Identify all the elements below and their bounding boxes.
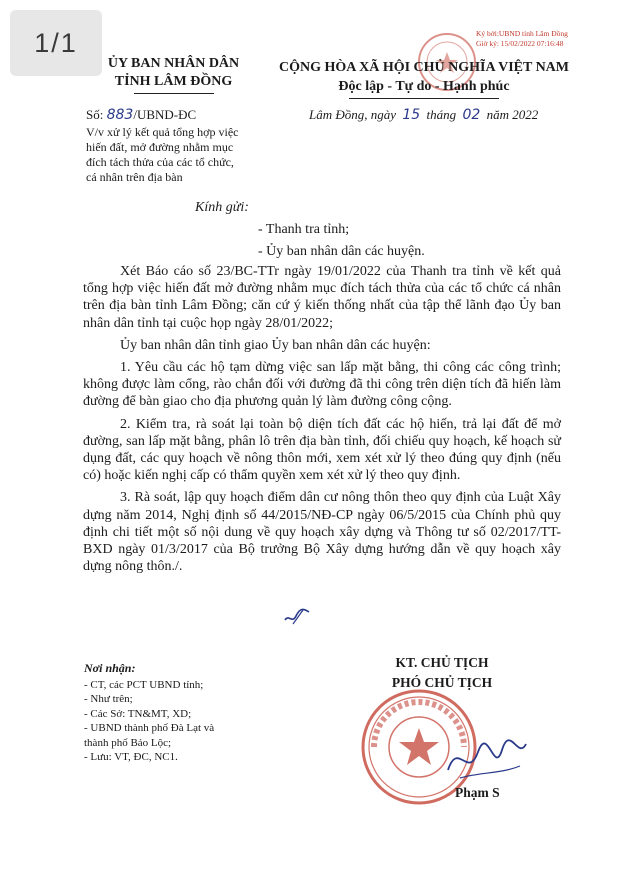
sign-line-2: PHÓ CHỦ TỊCH (391, 675, 493, 690)
distribution-title: Nơi nhận: (84, 661, 136, 675)
body-paragraph: Ủy ban nhân dân tỉnh giao Ủy ban nhân dân các huyện: (120, 337, 431, 353)
distribution-item: - Lưu: VT, ĐC, NC1. (84, 751, 178, 763)
recipient-item: - Thanh tra tỉnh; (258, 222, 350, 237)
distribution-item: thành phố Bảo Lộc; (84, 736, 172, 749)
distribution-item: - CT, các PCT UBND tỉnh; (84, 678, 204, 691)
subject-line: hiến đất, mở đường nhằm mục (86, 140, 234, 154)
distribution-item: - UBND thành phố Đà Lạt và (84, 722, 215, 734)
subject-line: V/v xử lý kết quả tổng hợp việc (86, 125, 239, 139)
document-body (83, 263, 561, 580)
subject-summary (86, 125, 271, 185)
doc-number-prefix: Số: (86, 107, 104, 122)
date-place: Lâm Đồng, ngày (309, 107, 397, 122)
subject-line: cá nhân trên địa bàn (86, 170, 183, 184)
date-year: năm 2022 (486, 107, 539, 122)
date-month-label: tháng (426, 107, 457, 122)
issuing-authority (86, 55, 261, 94)
authority-underline (134, 93, 214, 94)
distribution-list (84, 661, 294, 765)
signature-title (362, 653, 522, 693)
body-paragraph: Xét Báo cáo số 23/BC-TTr ngày 19/01/2022 của Thanh tra tỉnh về kết quả tổng hợp việc hiến đất mở đường nhằm mục đích tách thửa của các tổ chức cá nhân trên địa bàn tỉnh Lâm Đồng; căn cứ ý kiến thống nhất của tập thể lãnh đạo Ủy ban nhân dân tỉnh tại cuộc họp ngày 28/01/2022; (83, 264, 561, 331)
document-number (86, 107, 196, 123)
national-header (266, 58, 582, 99)
salutation: Kính gửi: (195, 200, 249, 215)
national-motto: Độc lập - Tự do - Hạnh phúc (338, 79, 510, 94)
initial-mark (283, 604, 311, 628)
handwritten-signature (440, 730, 530, 790)
authority-line-2: TỈNH LÂM ĐỒNG (114, 74, 233, 89)
doc-number-suffix: /UBND-ĐC (133, 107, 197, 122)
distribution-item: - Các Sở: TN&MT, XD; (84, 707, 192, 720)
document-date (309, 107, 538, 123)
sign-line-1: KT. CHỦ TỊCH (395, 655, 489, 670)
body-paragraph: 3. Rà soát, lập quy hoạch điểm dân cư nông thôn theo quy định của Luật Xây dựng năm 2014, Nghị định số 44/2015/NĐ-CP ngày 06/5/2015 của Chính phủ quy định chi tiết một số nội dung về quy hoạch xây dựng và Thông tư số 02/2017/TT-BXD ngày 01/3/2017 của Bộ trưởng Bộ Xây dựng hướng dẫn về quy hoạch xây dựng nông thôn./. (83, 490, 561, 575)
page-indicator: 1/1 (10, 10, 102, 76)
body-paragraph: 2. Kiểm tra, rà soát lại toàn bộ diện tích đất các hộ hiến, trả lại đất để mở đường, san lấp mặt bằng, phân lô trên địa bàn tỉnh, đối chiếu quy hoạch, kế hoạch sử dụng đất, các quy hoạch về nông thôn mới, xem xét xử lý theo đúng quy định (nếu có) hoặc kiến nghị cấp có thẩm quyền xem xét xử lý theo quy định. (83, 416, 561, 484)
recipient-item: - Ủy ban nhân dân các huyện. (258, 244, 425, 259)
doc-number-handwritten: 883 (106, 107, 134, 123)
signed-by-text: Ký bởi:UBND tỉnh Lâm Đồng (476, 29, 568, 38)
subject-line: đích tách thửa của các tổ chức, (86, 155, 234, 169)
distribution-item: - Như trên; (84, 693, 133, 705)
signer-name: Phạm S (455, 785, 500, 800)
recipient-list (258, 219, 425, 263)
motto-underline (349, 98, 499, 99)
authority-line-1: ỦY BAN NHÂN DÂN (107, 56, 240, 71)
date-day-handwritten: 15 (402, 107, 421, 123)
body-paragraph: 1. Yêu cầu các hộ tạm dừng việc san lấp mặt bằng, thi công các công trình; không được làm cổng, rào chắn đối với đường đã thi công trên diện tích đã hiến làm đường để bàn giao cho địa phương quản lý làm đường công cộng. (83, 360, 561, 410)
national-title: CỘNG HÒA XÃ HỘI CHỦ NGHĨA VIỆT NAM (278, 60, 569, 75)
digital-signature-info (476, 29, 616, 49)
date-month-handwritten: 02 (462, 107, 481, 123)
signed-time-text: Giờ ký: 15/02/2022 07:16:48 (476, 39, 564, 48)
